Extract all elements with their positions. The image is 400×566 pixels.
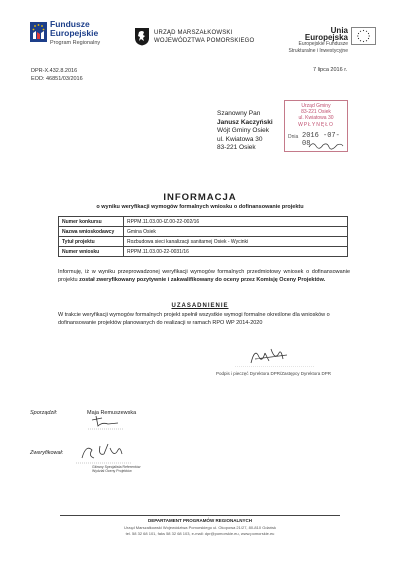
reference-numbers	[31, 67, 83, 83]
info-text: Informuję, iż w wyniku przeprowadzonej weryfikacji wymogów formalnych przedmiotowy wniosek o dofinansowanie projektu	[58, 269, 350, 283]
footer-address: Urząd Marszałkowski Województwa Pomorskiego ul. Okopowa 21/27, 80-810 Gdańsk	[124, 525, 276, 530]
table-value: Rozbudowa sieci kanalizacji sanitarnej Osiek - Wycinki	[124, 237, 348, 247]
table-value: Gmina Osiek	[124, 227, 348, 237]
table-row	[59, 227, 348, 237]
fe-logo-text	[50, 20, 100, 48]
stamp-line3: ul. Kwiatowa 30	[298, 115, 334, 121]
footer-department: DEPARTAMENT PROGRAMÓW REGIONALNYCH	[147, 518, 253, 523]
table-value: RPPM.11.03.00-22-0031/16	[124, 247, 348, 257]
eod-number: EOD: 46851/03/2016	[31, 76, 83, 82]
recipient-title: Wójt Gminy Osiek	[217, 127, 270, 134]
table-row	[59, 217, 348, 227]
pomorskie-griffin-logo	[134, 27, 150, 46]
table-key: Numer wniosku	[59, 247, 124, 257]
recipient-greeting: Szanowny Pan	[217, 110, 261, 117]
letter-date: 7 lipca 2016 r.	[313, 67, 348, 73]
prepared-by-label: Sporządził:	[30, 410, 58, 416]
footer-divider	[60, 515, 340, 516]
um-line1: URZĄD MARSZAŁKOWSKI	[154, 30, 233, 36]
ue-line2: Europejskie Fundusze	[298, 41, 348, 47]
stamp-date: 2016 -07- 08	[302, 132, 340, 148]
verified-by-signature-icon	[72, 440, 132, 464]
justification-heading: UZASADNIENIE	[171, 303, 229, 309]
table-value: RPPM.11.03.00-IZ.00-22-002/16	[124, 217, 348, 227]
eu-flag-icon	[351, 27, 376, 45]
table-key: Numer konkursu	[59, 217, 124, 227]
recipient-address	[217, 110, 273, 153]
fe-line2: Europejskie	[50, 28, 99, 38]
verified-by-label: Zweryfikował:	[30, 450, 64, 456]
stamp-date-label: Dnia	[288, 134, 299, 140]
recipient-city: 83-221 Osiek	[217, 144, 256, 151]
stamp-line2: 83-221 Osiek	[301, 109, 331, 115]
fe-line3: Program Regionalny	[50, 40, 101, 46]
verified-by-caption	[92, 465, 140, 473]
justification-body: W trakcie weryfikacji wymogów formalnych projekt spełnił wszystkie wymogi formalne określone dla wniosków o dofinansowanie projektów planowanych do realizacji w ramach RPO WP 2014-2020	[58, 312, 330, 326]
incoming-stamp	[284, 100, 348, 152]
recipient-name: Janusz Kaczyński	[217, 118, 273, 126]
verified-by-caption-line2: Wydział Oceny Projektów	[92, 469, 132, 473]
prepared-by-name: Maja Remuszewska	[87, 410, 137, 416]
document-subtitle: o wyniku weryfikacji wymogów formalnych wniosku o dofinansowanie projektu	[96, 204, 304, 210]
document-title: INFORMACJA	[163, 192, 237, 203]
um-logo-text	[154, 29, 254, 45]
sig-number: DPR-X.432.8.2016	[31, 68, 78, 74]
ue-line1: Unia Europejska	[304, 26, 348, 42]
project-info-table	[58, 216, 348, 257]
ue-line3: Strukturalne i Inwestycyjne	[288, 48, 348, 54]
stamp-line4: WPŁYNĘŁO	[298, 122, 334, 128]
verified-by-caption-line1: Główny Specjalista Referentów	[92, 465, 141, 469]
fundusze-europejskie-logo	[30, 22, 47, 42]
info-text-bold: został zweryfikowany pozytywnie i zakwalifikowany do oceny przez Komisję Oceny Projektów.	[79, 277, 326, 283]
stamp-signature-icon	[307, 139, 345, 150]
stamp-line1: Urząd Gminy	[301, 103, 331, 109]
prepared-by-signature-icon	[88, 414, 124, 430]
table-row	[59, 247, 348, 257]
fe-line1: Fundusze	[50, 19, 90, 29]
info-paragraph	[58, 268, 350, 284]
um-line2: WOJEWÓDZTWA POMORSKIEGO	[154, 38, 255, 44]
director-signature-icon	[235, 335, 315, 367]
director-signature-caption: Podpis i pieczęć Dyrektora DPR/Zastępcy Dyrektora DPR	[216, 371, 332, 376]
table-row	[59, 237, 348, 247]
table-key: Nazwa wnioskodawcy	[59, 227, 124, 237]
footer-contact: tel. 58 32 68 101, faks 58 32 68 103, e-mail: dpr@pomorskie.eu, www.pomorskie.eu	[125, 531, 275, 536]
recipient-street: ul. Kwiatowa 30	[217, 135, 263, 143]
table-key: Tytuł projektu	[59, 237, 124, 247]
ue-logo-text	[286, 27, 348, 55]
